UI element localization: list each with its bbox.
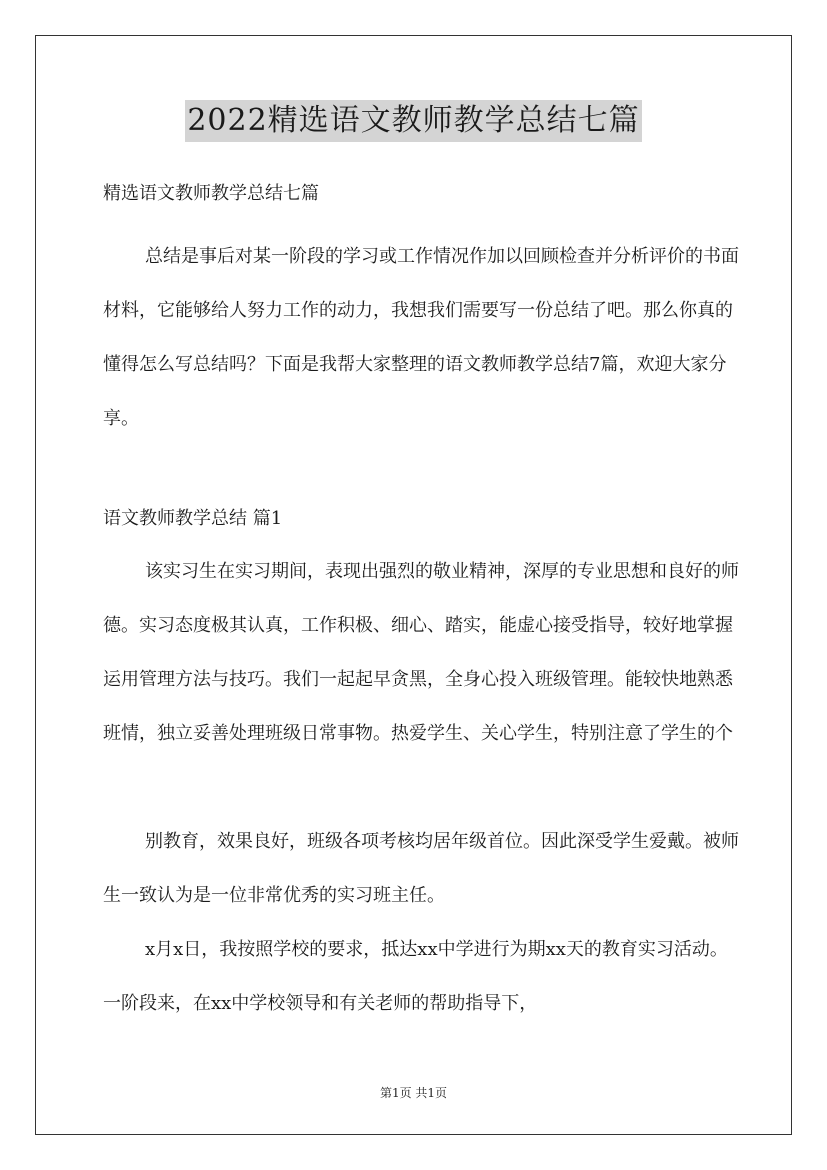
body-paragraph: 别教育，效果良好，班级各项考核均居年级首位。因此深受学生爱戴。被师生一致认为是一位非常优秀的实习班主任。 bbox=[103, 831, 739, 906]
body-paragraph: x月x日，我按照学校的要求，抵达xx中学进行为期xx天的教育实习活动。一阶段来，在xx中学校领导和有关老师的帮助指导下， bbox=[103, 939, 728, 1014]
title-container bbox=[0, 100, 827, 142]
document-title: 2022精选语文教师教学总结七篇 bbox=[185, 100, 641, 142]
document-subtitle: 精选语文教师教学总结七篇 bbox=[103, 183, 319, 204]
page-footer: 第1页 共1页 bbox=[379, 1086, 448, 1100]
section-heading: 语文教师教学总结 篇1 bbox=[103, 508, 283, 529]
body-paragraph: 该实习生在实习期间，表现出强烈的敬业精神，深厚的专业思想和良好的师德。实习态度极其认真，工作积极、细心、踏实，能虚心接受指导，较好地掌握运用管理方法与技巧。我们一起起早贪黑，全身心投入班级管理。能较快地熟悉班情，独立妥善处理班级日常事物。热爱学生、关心学生，特别注意了学生的个 bbox=[103, 561, 739, 744]
intro-paragraph: 总结是事后对某一阶段的学习或工作情况作加以回顾检查并分析评价的书面材料，它能够给人努力工作的动力，我想我们需要写一份总结了吧。那么你真的懂得怎么写总结吗？下面是我帮大家整理的语文教师教学总结7篇，欢迎大家分享。 bbox=[103, 246, 739, 429]
